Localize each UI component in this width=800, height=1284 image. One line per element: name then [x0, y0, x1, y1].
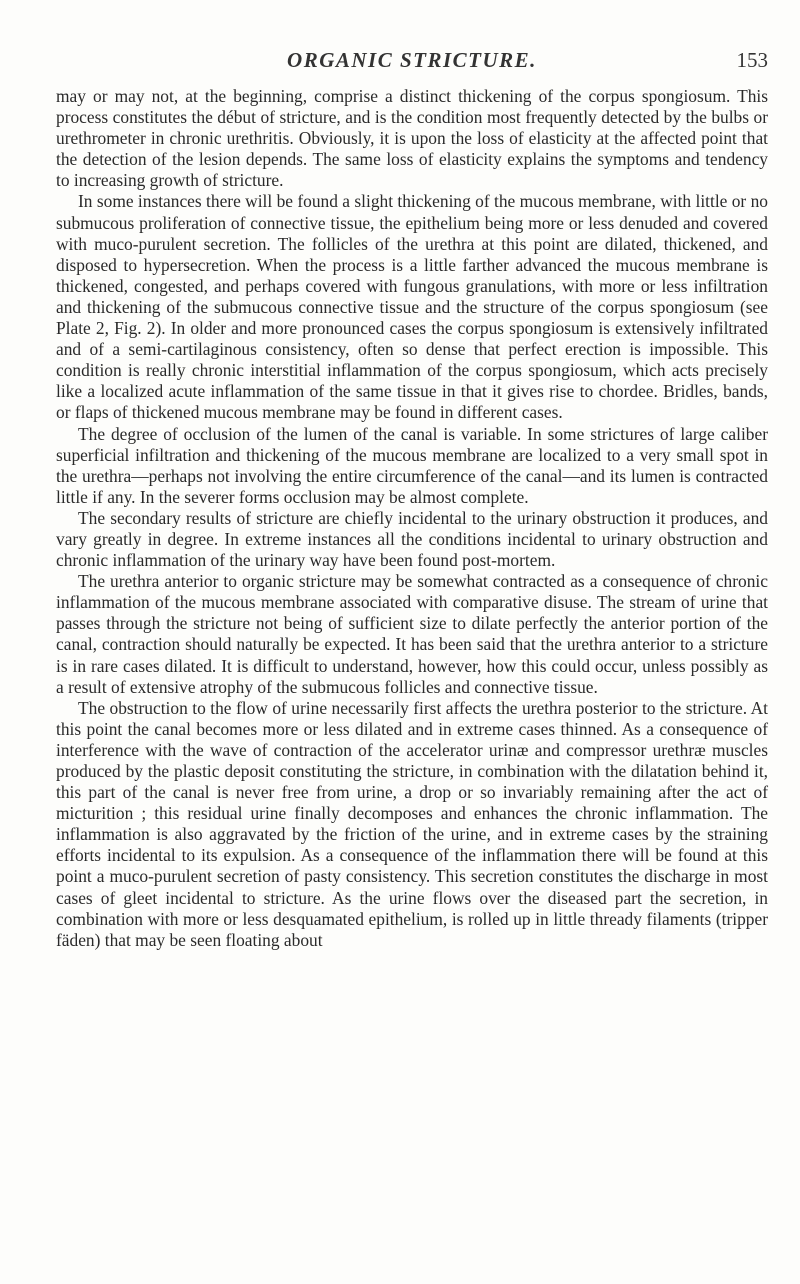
- body-text: [56, 86, 768, 951]
- page-number: 153: [736, 48, 768, 72]
- paragraph: The urethra anterior to organic stricture may be somewhat contracted as a consequence of chronic inflammation of the mucous membrane associated with comparative disuse. The stream of urine that passes through the stricture not being of sufficient size to dilate perfectly the anterior portion of the canal, contraction should naturally be expected. It has been said that the urethra anterior to a stricture is in rare cases dilated. It is difficult to understand, however, how this could occur, unless possibly as a result of extensive atrophy of the submucous follicles and connective tissue.: [56, 571, 768, 697]
- paragraph: The secondary results of stricture are chiefly incidental to the urinary obstruction it produces, and vary greatly in degree. In extreme instances all the conditions incidental to urinary obstruction and chronic inflammation of the urinary way have been found post-mortem.: [56, 507, 768, 571]
- paragraph: The degree of occlusion of the lumen of the canal is variable. In some strictures of large caliber superficial infiltration and thickening of the mucous membrane are localized to a very small spot in the urethra—perhaps not involving the entire circumference of the canal—and its lumen is contracted little if any. In the severer forms occlusion may be almost complete.: [56, 423, 768, 507]
- paragraph-continued: may or may not, at the beginning, comprise a distinct thickening of the corpus spongiosum. This process constitutes the début of stricture, and is the condition most frequently detected by the bulbs or urethrometer in chronic urethritis. Obviously, it is upon the loss of elasticity at the affected point that the detection of the lesion depends. The same loss of elasticity explains the symptoms and tendency to increasing growth of stricture.: [56, 86, 768, 191]
- paragraph: The obstruction to the flow of urine necessarily first affects the urethra posterior to the stricture. At this point the canal becomes more or less dilated and in extreme cases thinned. As a consequence of interference with the wave of contraction of the accelerator urinæ and compressor urethræ muscles produced by the plastic deposit constituting the stricture, in combination with the dilatation behind it, this part of the canal is never free from urine, a drop or so invariably remaining after the act of micturition ; this residual urine finally decomposes and enhances the chronic inflammation. The inflammation is also aggravated by the friction of the urine, and in extreme cases by the straining efforts incidental to its expulsion. As a consequence of the inflammation there will be found at this point a muco-purulent secretion of pasty consistency. This secretion constitutes the discharge in most cases of gleet incidental to stricture. As the urine flows over the diseased part the secretion, in combination with more or less desquamated epithelium, is rolled up in little thready filaments (tripper fäden) that may be seen floating about: [56, 697, 768, 950]
- running-head: ORGANIC STRICTURE.: [287, 48, 537, 72]
- paragraph: In some instances there will be found a slight thickening of the mucous membrane, with little or no submucous proliferation of connective tissue, the epithelium being more or less denuded and covered with muco-purulent secretion. The follicles of the urethra at this point are dilated, thickened, and disposed to hypersecretion. When the process is a little farther advanced the mucous membrane is thickened, congested, and perhaps covered with fungous granulations, with more or less infiltration and thickening of the submucous connective tissue and the structure of the corpus spongiosum (see Plate 2, Fig. 2). In older and more pronounced cases the corpus spongiosum is extensively infiltrated and of a semi-cartilaginous consistency, often so dense that perfect erection is impossible. This condition is really chronic interstitial inflammation of the corpus spongiosum, which acts precisely like a localized acute inflammation of the same tissue in that it gives rise to chordee. Bridles, bands, or flaps of thickened mucous membrane may be found in different cases.: [56, 191, 768, 423]
- page-header: [56, 48, 768, 78]
